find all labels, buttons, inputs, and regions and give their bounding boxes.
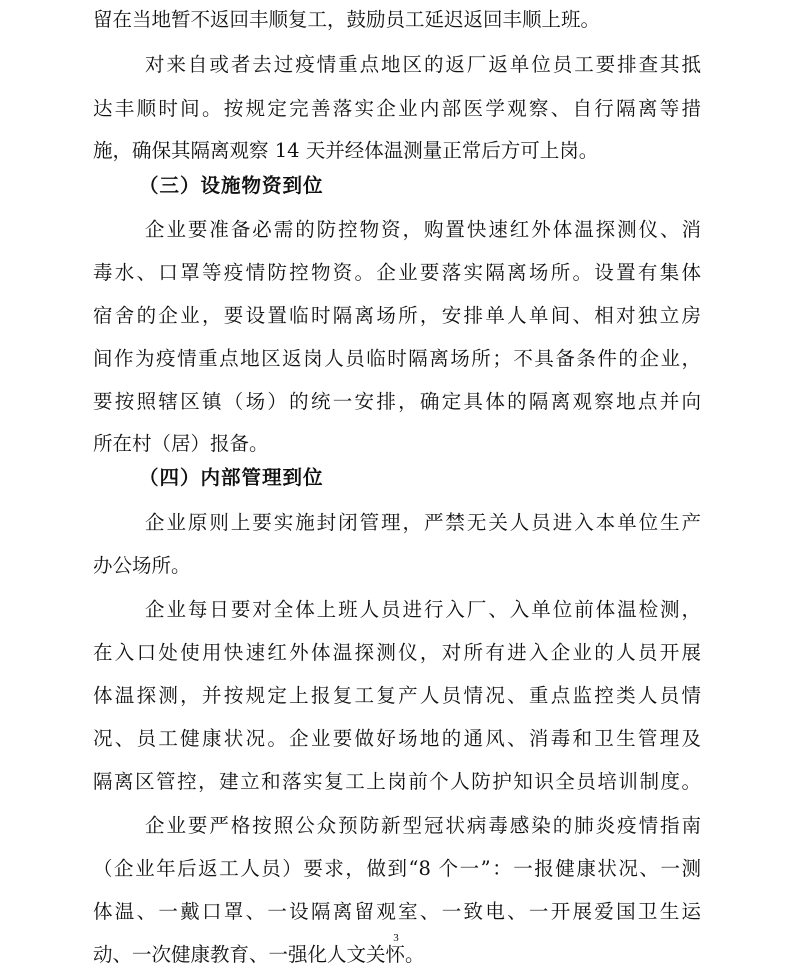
text-line: 达丰顺时间。按规定完善落实企业内部医学观察、自行隔离等措 (93, 97, 701, 120)
text-line: 间作为疫情重点地区返岗人员临时隔离场所；不具备条件的企业， (93, 347, 701, 370)
text-line: 宿舍的企业，要设置临时隔离场所，安排单人单间、相对独立房 (93, 304, 701, 327)
text-line: 体温探测，并按规定上报复工复产人员情况、重点监控类人员情 (93, 684, 701, 707)
text-line: 动、一次健康教育、一强化人文关怀。 (93, 943, 425, 966)
text-line: 对来自或者去过疫情重点地区的返厂返单位员工要排查其抵 (145, 53, 701, 76)
text-line: 企业每日要对全体上班人员进行入厂、入单位前体温检测， (145, 598, 701, 621)
text-line: 企业要准备必需的防控物资，购置快速红外体温探测仪、消 (145, 218, 701, 241)
text-line: 施，确保其隔离观察 14 天并经体温测量正常后方可上岗。 (93, 139, 599, 162)
text-line: 体温、一戴口罩、一设隔离留观室、一致电、一开展爱国卫生运 (93, 900, 701, 923)
section-heading-4: （四）内部管理到位 (139, 466, 324, 489)
text-line: 办公场所。 (93, 554, 191, 577)
text-line: 企业要严格按照公众预防新型冠状病毒感染的肺炎疫情指南 (145, 814, 701, 837)
text-line: （企业年后返工人员）要求，做到“8 个一”：一报健康状况、一测 (93, 857, 701, 880)
text-line: 毒水、口罩等疫情防控物资。企业要落实隔离场所。设置有集体 (93, 261, 701, 284)
text-line: 留在当地暂不返回丰顺复工，鼓励员工延迟返回丰顺上班。 (93, 8, 601, 31)
text-line: 在入口处使用快速红外体温探测仪，对所有进入企业的人员开展 (93, 641, 701, 664)
text-line: 隔离区管控，建立和落实复工上岗前个人防护知识全员培训制度。 (93, 770, 701, 793)
text-line: 要按照辖区镇（场）的统一安排，确定具体的隔离观察地点并向 (93, 390, 701, 413)
page-number: 3 (393, 932, 399, 944)
section-heading-3: （三）设施物资到位 (139, 174, 324, 197)
text-line: 况、员工健康状况。企业要做好场地的通风、消毒和卫生管理及 (93, 727, 701, 750)
text-line: 所在村（居）报备。 (93, 432, 269, 455)
text-line: 企业原则上要实施封闭管理，严禁无关人员进入本单位生产 (145, 511, 701, 534)
